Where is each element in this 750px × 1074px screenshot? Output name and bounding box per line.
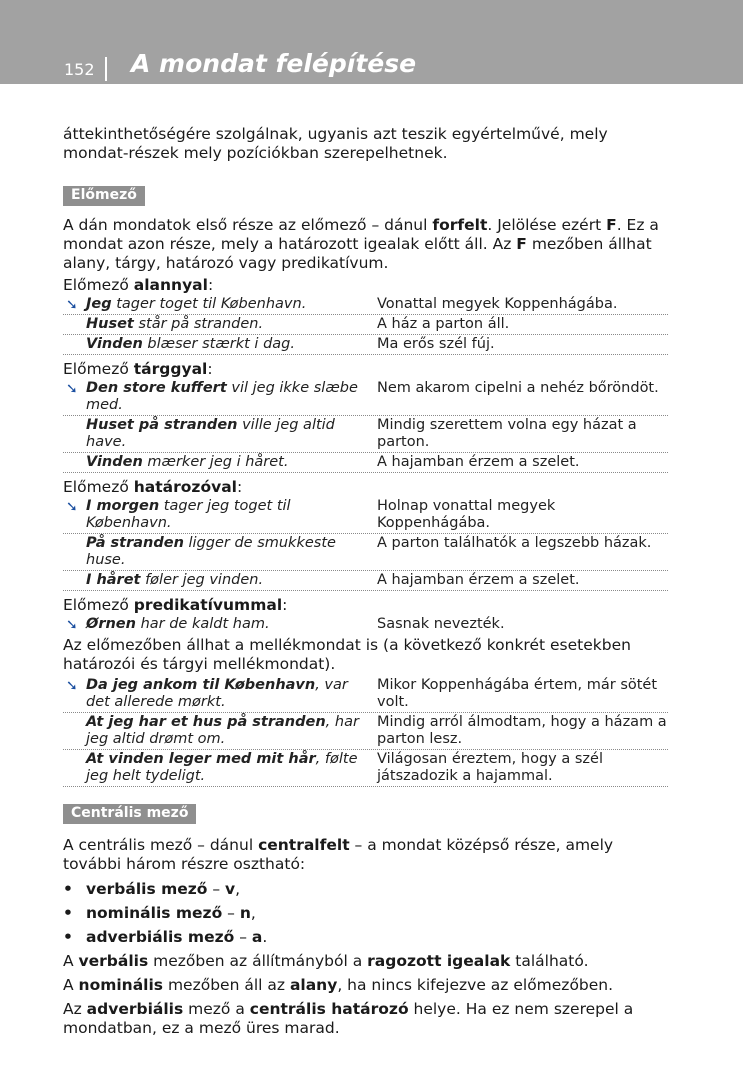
group-heading: Előmező predikatívummal: <box>63 596 288 614</box>
hungarian-translation: Ma erős szél fúj. <box>377 336 495 352</box>
section-label: Előmező <box>63 186 145 206</box>
example-row <box>63 713 668 750</box>
arrow-down-right-icon: ➘ <box>66 617 78 633</box>
danish-bold: At jeg har et hus på stranden <box>86 714 326 730</box>
danish-rest: tager toget til København. <box>111 296 307 312</box>
example-table <box>63 497 668 591</box>
elomezo-paragraph: A dán mondatok első része az előmező – dánul forfelt. Jelölése ezért F. Ez a mondat azon része, mely a határozott igealak előtt áll. Az F mezőben állhat alany, tárgy, határozó vagy predikatívum. <box>63 216 659 272</box>
danish-bold: At vinden leger med mit hår <box>86 751 316 767</box>
danish-bold: Vinden <box>86 336 143 352</box>
example-row <box>63 295 668 315</box>
group-heading: Előmező tárggyal: <box>63 360 213 378</box>
example-row <box>63 615 668 634</box>
danish-bold: Den store kuffert <box>86 380 227 396</box>
arrow-down-right-icon: ➘ <box>66 381 78 397</box>
danish-rest: mærker jeg i håret. <box>142 454 289 470</box>
example-row <box>63 571 668 591</box>
arrow-down-right-icon: ➘ <box>66 297 78 313</box>
adverbial-paragraph: Az adverbiális mező a centrális határozó helye. Ha ez nem szerepel a mondatban, ez a mező üres marad. <box>63 1000 634 1037</box>
hungarian-translation: A ház a parton áll. <box>377 316 510 332</box>
list-item: • verbális mező – v, <box>63 880 668 899</box>
hungarian-translation: Mindig arról álmodtam, hogy a házam a parton lesz. <box>377 714 667 747</box>
example-row <box>63 335 668 355</box>
example-row <box>63 750 668 787</box>
field-list <box>63 880 668 947</box>
danish-bold: Da jeg ankom til København <box>86 677 316 693</box>
danish-rest: , følte jeg helt tydeligt. <box>86 751 358 784</box>
danish-bold: På stranden <box>86 535 184 551</box>
list-item: • nominális mező – n, <box>63 904 668 923</box>
hungarian-translation: Mikor Koppenhágába értem, már sötét volt. <box>377 677 658 710</box>
arrow-down-right-icon: ➘ <box>66 499 78 515</box>
intro-paragraph: áttekinthetőségére szolgálnak, ugyanis azt teszik egyértelművé, mely mondat-részek mely pozíciókban szerepelhetnek. <box>63 125 608 162</box>
example-row <box>63 534 668 571</box>
section-label: Centrális mező <box>63 804 196 824</box>
hungarian-translation: Mindig szerettem volna egy házat a parton. <box>377 417 637 450</box>
example-row <box>63 416 668 453</box>
danish-bold: Huset på stranden <box>86 417 238 433</box>
hungarian-translation: Sasnak nevezték. <box>377 616 505 632</box>
danish-bold: I håret <box>86 572 141 588</box>
danish-rest: står på stranden. <box>133 316 264 332</box>
danish-rest: blæser stærkt i dag. <box>142 336 295 352</box>
hungarian-translation: A hajamban érzem a szelet. <box>377 572 580 588</box>
group-heading: Előmező alannyal: <box>63 276 214 294</box>
danish-rest: , var det allerede mørkt. <box>86 677 348 710</box>
danish-rest: har de kaldt ham. <box>135 616 270 632</box>
danish-bold: Huset <box>86 316 134 332</box>
hungarian-translation: Nem akarom cipelni a nehéz bőröndöt. <box>377 380 659 396</box>
example-row <box>63 497 668 534</box>
example-row <box>63 379 668 416</box>
group-heading: Előmező határozóval: <box>63 478 243 496</box>
example-table <box>63 676 668 787</box>
danish-bold: Vinden <box>86 454 143 470</box>
danish-rest: vil jeg ikke slæbe med. <box>86 380 358 413</box>
nominal-paragraph: A nominális mezőben áll az alany, ha nincs kifejezve az előmezőben. <box>63 976 614 994</box>
example-table <box>63 295 668 355</box>
danish-bold: Ørnen <box>86 616 136 632</box>
example-row <box>63 453 668 473</box>
hungarian-translation: Vonattal megyek Koppenhágába. <box>377 296 618 312</box>
danish-bold: I morgen <box>86 498 160 514</box>
subclause-paragraph: Az előmezőben állhat a mellékmondat is (a következő konkrét esetekben határozói és tárgyi mellékmondat). <box>63 636 631 673</box>
page-content <box>63 125 668 1038</box>
example-row <box>63 315 668 335</box>
danish-rest: ville jeg altid have. <box>86 417 335 450</box>
danish-rest: ligger de smukkeste huse. <box>86 535 336 568</box>
page-number: 152 <box>64 60 95 79</box>
list-item: • adverbiális mező – a. <box>63 928 668 947</box>
hungarian-translation: Holnap vonattal megyek Koppenhágába. <box>377 498 556 531</box>
arrow-down-right-icon: ➘ <box>66 678 78 694</box>
hungarian-translation: A parton találhatók a legszebb házak. <box>377 535 652 551</box>
header-divider <box>105 57 107 81</box>
example-row <box>63 676 668 713</box>
section-heading-centralis <box>63 803 668 824</box>
hungarian-translation: A hajamban érzem a szelet. <box>377 454 580 470</box>
danish-bold: Jeg <box>86 296 112 312</box>
page-header <box>0 0 743 84</box>
danish-rest: , har jeg altid drømt om. <box>86 714 359 747</box>
page-title: A mondat felépítése <box>131 49 417 78</box>
danish-rest: tager jeg toget til København. <box>86 498 291 531</box>
centralis-paragraph: A centrális mező – dánul centralfelt – a mondat középső része, amely további három részre osztható: <box>63 836 614 873</box>
example-table <box>63 615 668 634</box>
example-table <box>63 379 668 473</box>
hungarian-translation: Világosan éreztem, hogy a szél játszadozik a hajammal. <box>377 751 603 784</box>
danish-rest: føler jeg vinden. <box>140 572 264 588</box>
section-heading-elomezo <box>63 185 668 206</box>
verbal-paragraph: A verbális mezőben az állítmányból a ragozott igealak található. <box>63 952 589 970</box>
